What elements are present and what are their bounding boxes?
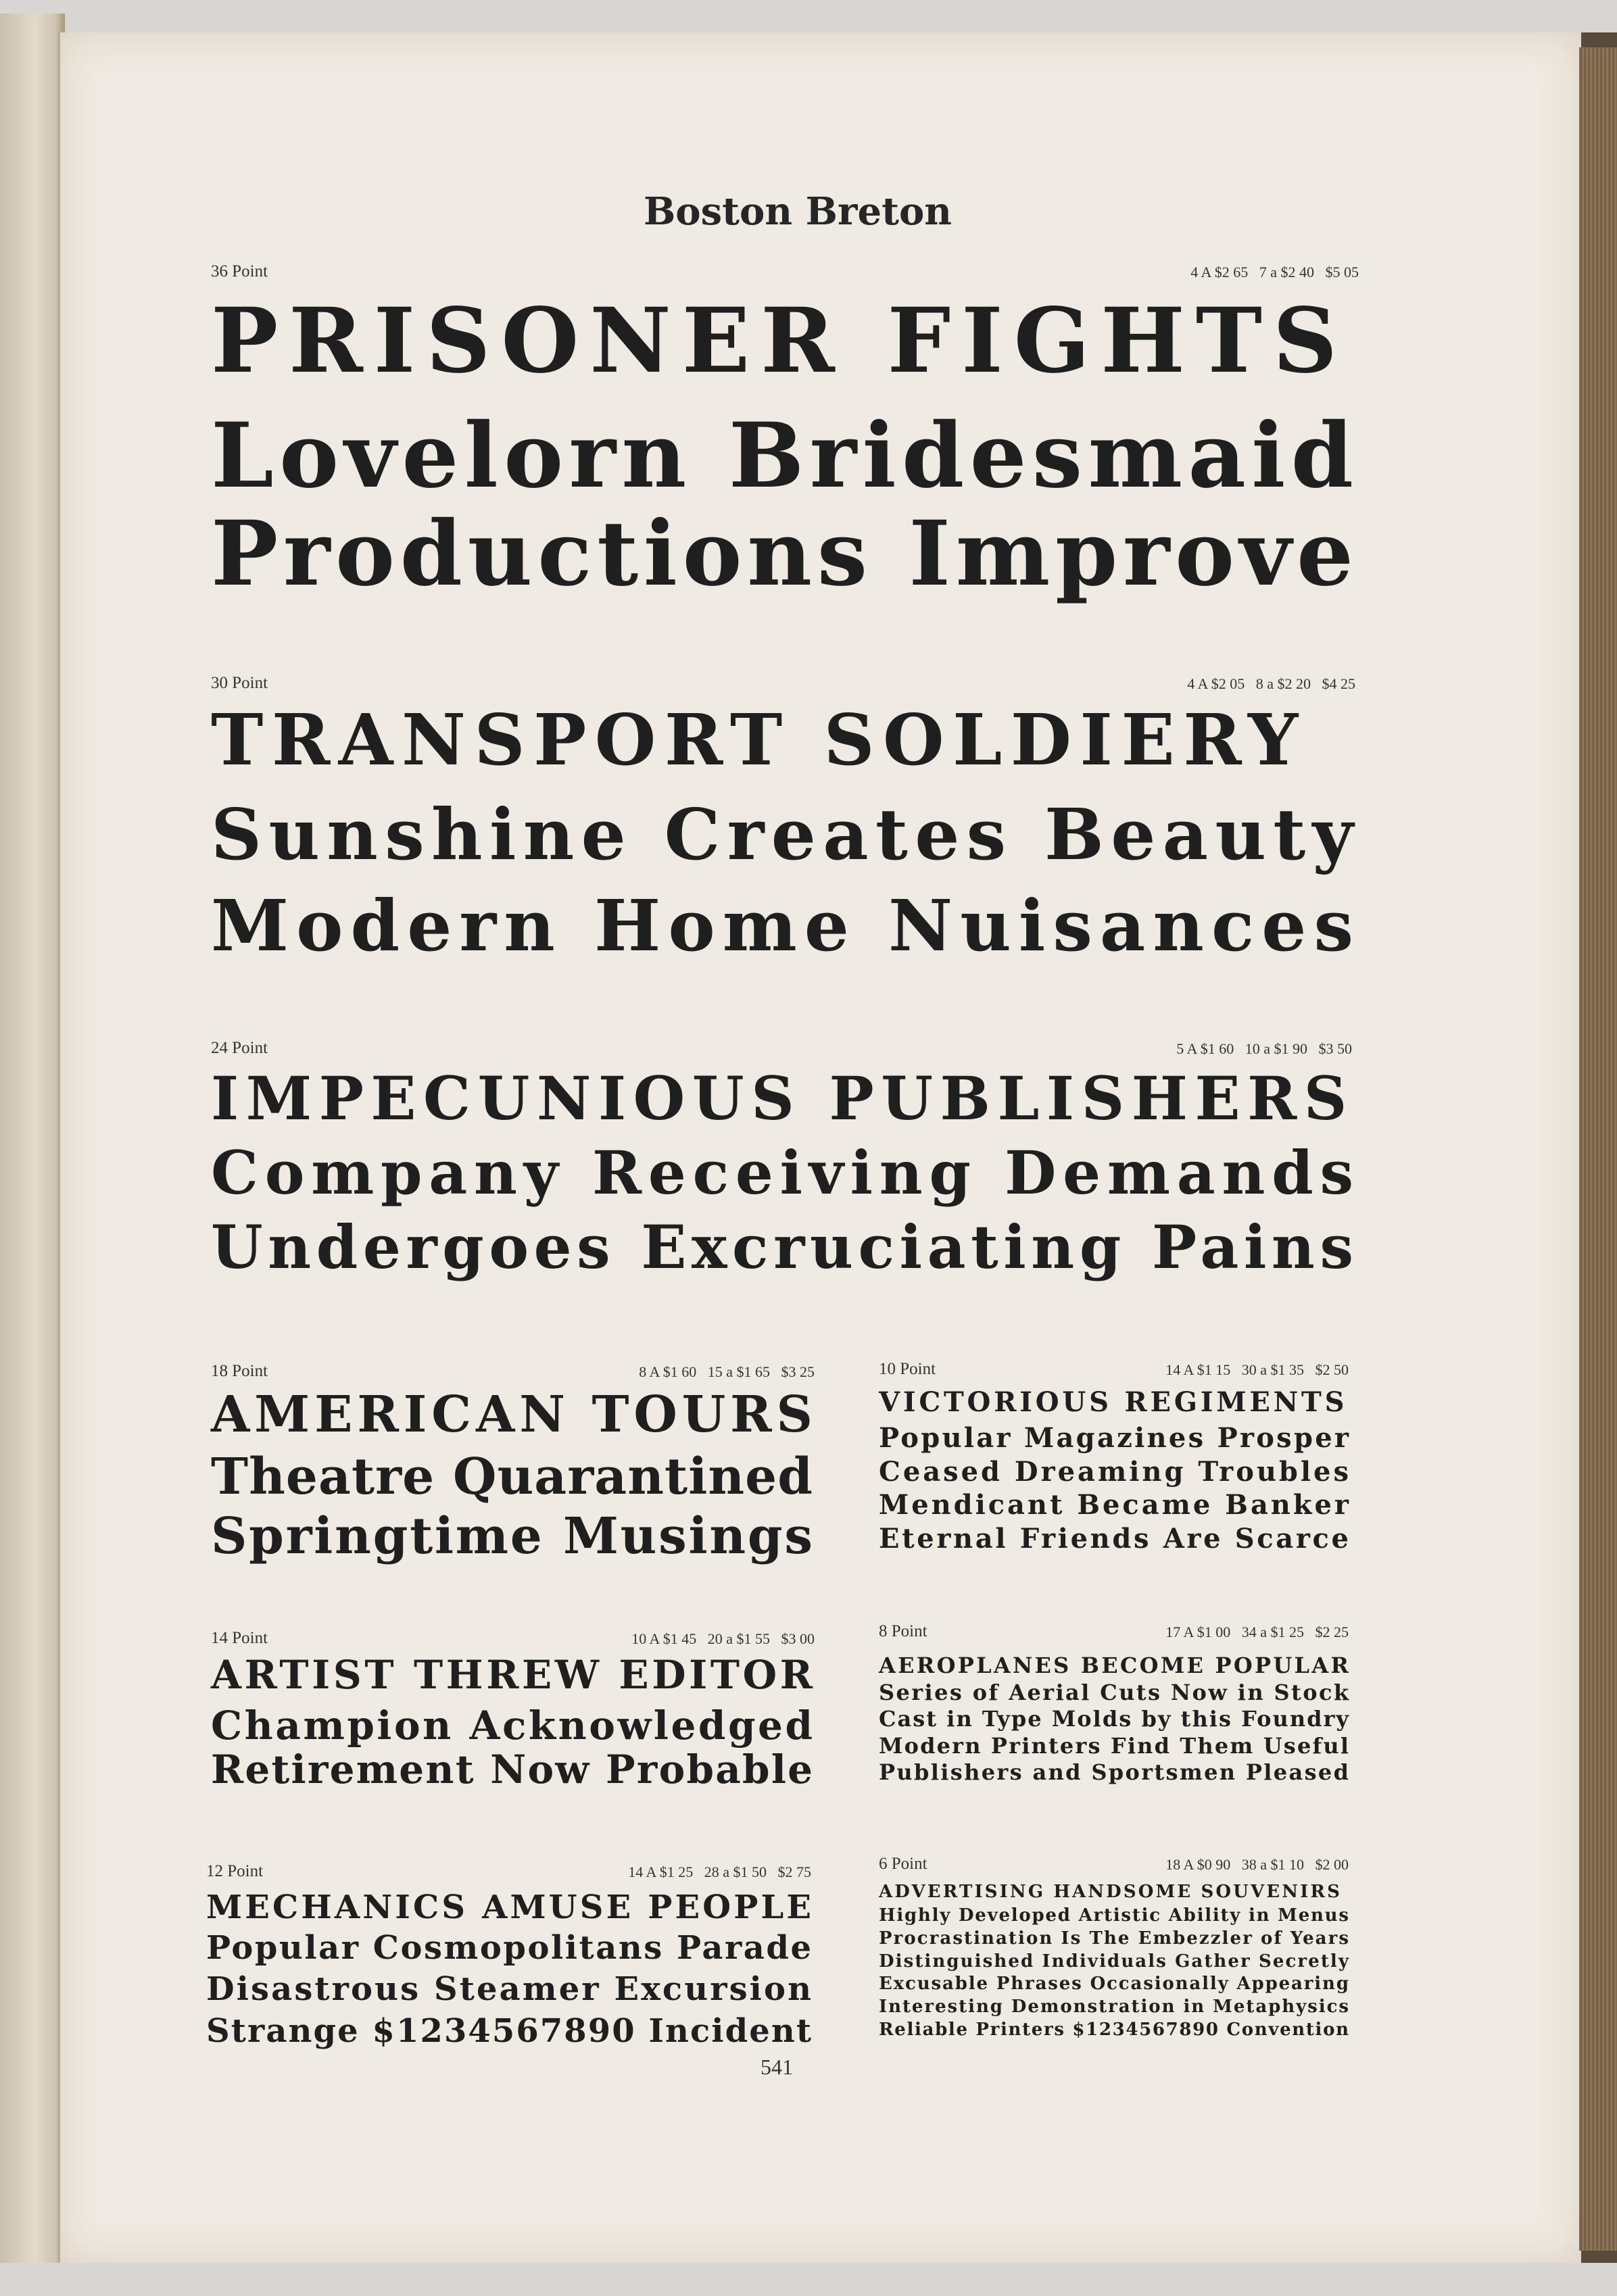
specimen-line: Theatre Quarantined	[211, 1448, 814, 1506]
font-price: 14 A $1 25 28 a $1 50 $2 75	[628, 1863, 811, 1880]
specimen-line: VICTORIOUS REGIMENTS	[879, 1386, 1348, 1418]
specimen-line: PRISONER FIGHTS	[211, 289, 1348, 393]
specimen-line: Modern Home Nuisances	[211, 884, 1361, 967]
font-price: 14 A $1 15 30 a $1 35 $2 50	[1165, 1361, 1349, 1378]
point-size-label: 10 Point	[879, 1360, 936, 1378]
specimen-line: ARTIST THREW EDITOR	[211, 1652, 816, 1698]
specimen-line: Champion Acknowledged	[211, 1703, 815, 1749]
specimen-line: Retirement Now Probable	[211, 1747, 815, 1792]
point-size-label: 36 Point	[211, 262, 268, 280]
specimen-line: Popular Magazines Prosper	[879, 1422, 1351, 1454]
specimen-line: Strange $1234567890 Incident	[206, 2012, 813, 2050]
specimen-line: MECHANICS AMUSE PEOPLE	[206, 1888, 815, 1926]
specimen-line: Procrastination Is The Embezzler of Years	[879, 1928, 1351, 1949]
font-price: 4 A $2 65 7 a $2 40 $5 05	[1190, 264, 1359, 280]
specimen-line: Series of Aerial Cuts Now in Stock	[879, 1680, 1351, 1705]
point-size-label: 8 Point	[879, 1622, 927, 1640]
specimen-line: Company Receiving Demands	[211, 1138, 1360, 1208]
specimen-line: TRANSPORT SOLDIERY	[211, 698, 1307, 781]
specimen-line: Publishers and Sportsmen Pleased	[879, 1759, 1351, 1785]
font-price: 18 A $0 90 38 a $1 10 $2 00	[1165, 1856, 1349, 1873]
font-price: 5 A $1 60 10 a $1 90 $3 50	[1176, 1040, 1352, 1057]
specimen-line: Distinguished Individuals Gather Secretly	[879, 1951, 1351, 1972]
specimen-line: Modern Printers Find Them Useful	[879, 1733, 1351, 1759]
font-price: 10 A $1 45 20 a $1 55 $3 00	[631, 1630, 815, 1647]
font-price: 4 A $2 05 8 a $2 20 $4 25	[1187, 675, 1355, 692]
specimen-line: Reliable Printers $1234567890 Convention	[879, 2020, 1350, 2040]
page-number: 541	[761, 2055, 793, 2079]
point-size-label: 12 Point	[206, 1862, 264, 1880]
specimen-line: Interesting Demonstration in Metaphysics	[879, 1997, 1350, 2017]
specimen-line: Lovelorn Bridesmaid	[211, 404, 1359, 508]
specimen-line: AMERICAN TOURS	[211, 1386, 817, 1444]
specimen-line: AEROPLANES BECOME POPULAR	[879, 1653, 1351, 1678]
specimen-line: Disastrous Steamer Excursion	[206, 1970, 814, 2008]
specimen-line: ADVERTISING HANDSOME SOUVENIRS	[879, 1882, 1342, 1902]
point-size-label: 18 Point	[211, 1362, 268, 1380]
specimen-line: Highly Developed Artistic Ability in Menus	[879, 1905, 1350, 1926]
point-size-label: 6 Point	[879, 1855, 927, 1873]
font-price: 8 A $1 60 15 a $1 65 $3 25	[639, 1363, 815, 1380]
point-size-label: 30 Point	[211, 674, 268, 692]
font-price: 17 A $1 00 34 a $1 25 $2 25	[1165, 1623, 1349, 1640]
specimen-line: Popular Cosmopolitans Parade	[206, 1929, 813, 1967]
point-size-label: 14 Point	[211, 1629, 268, 1647]
specimen-line: Ceased Dreaming Troubles	[879, 1456, 1351, 1488]
point-size-label: 24 Point	[211, 1039, 268, 1057]
specimen-line: Sunshine Creates Beauty	[211, 793, 1361, 876]
page-title: Boston Breton	[643, 189, 952, 234]
specimen-line: IMPECUNIOUS PUBLISHERS	[211, 1063, 1354, 1133]
specimen-line: Productions Improve	[211, 502, 1359, 606]
specimen-line: Eternal Friends Are Scarce	[879, 1523, 1351, 1555]
specimen-line: Undergoes Excruciating Pains	[211, 1212, 1359, 1282]
specimen-line: Springtime Musings	[211, 1507, 815, 1565]
specimen-line: Cast in Type Molds by this Foundry	[879, 1706, 1351, 1732]
specimen-line: Mendicant Became Banker	[879, 1489, 1351, 1521]
specimen-line: Excusable Phrases Occasionally Appearing	[879, 1974, 1350, 1994]
